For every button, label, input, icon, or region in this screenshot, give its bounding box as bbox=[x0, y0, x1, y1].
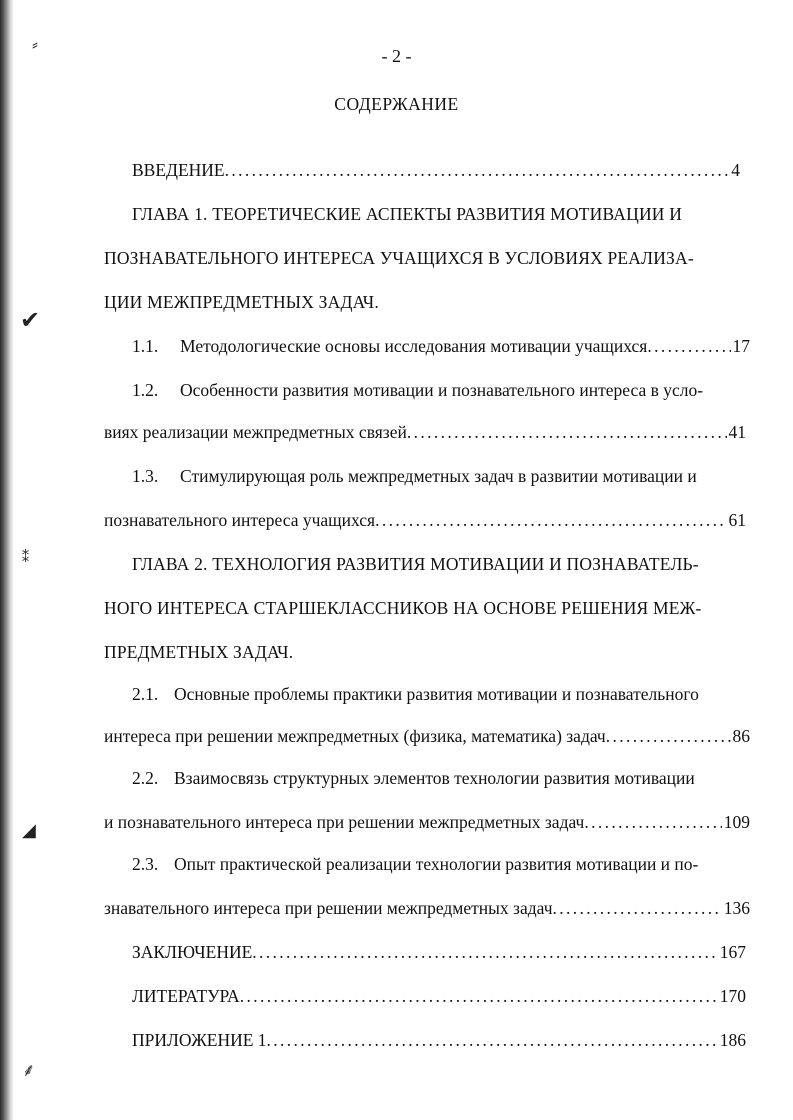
section-number: 1.2. bbox=[132, 380, 159, 400]
toc-entry-label: ПРИЛОЖЕНИЕ 1 bbox=[132, 1030, 267, 1050]
toc-entry-1-3-line-1[interactable] bbox=[132, 464, 697, 488]
page-title: СОДЕРЖАНИЕ bbox=[334, 94, 459, 114]
toc-page-number: 61 bbox=[728, 510, 746, 530]
toc-page-number: 109 bbox=[723, 812, 750, 832]
toc-entry-1-3-line-2[interactable] bbox=[104, 508, 746, 532]
section-title: Основные проблемы практики развития мотивации и познавательного bbox=[174, 684, 699, 704]
toc-entry-conclusion[interactable] bbox=[132, 940, 746, 964]
section-title: Опыт практической реализации технологии развития мотивации и по- bbox=[174, 854, 699, 874]
leader-dots bbox=[240, 984, 718, 1008]
section-title-continued: знавательного интереса при решении межпредметных задач bbox=[104, 898, 553, 918]
toc-entry-2-1-line-1[interactable] bbox=[132, 682, 699, 706]
toc-page-number: 41 bbox=[728, 422, 746, 442]
checkmark-icon: ✔ bbox=[20, 308, 41, 334]
leader-dots bbox=[375, 508, 726, 532]
toc-entry-label: ЛИТЕРАТУРА bbox=[132, 986, 240, 1006]
leader-dots bbox=[606, 724, 731, 748]
section-number: 2.3. bbox=[132, 854, 159, 874]
leader-dots bbox=[584, 810, 721, 834]
leader-dots bbox=[267, 1028, 718, 1052]
toc-entry-1-2-line-1[interactable] bbox=[132, 378, 703, 402]
leader-dots bbox=[407, 420, 727, 444]
toc-page-number: 170 bbox=[719, 986, 746, 1006]
toc-page-number: 4 bbox=[731, 160, 740, 180]
section-number: 2.2. bbox=[132, 768, 159, 788]
toc-page-number: 136 bbox=[723, 898, 750, 918]
toc-page-number: 86 bbox=[732, 726, 750, 746]
scan-mark: ◢ bbox=[22, 820, 36, 840]
toc-entry-literature[interactable] bbox=[132, 984, 746, 1008]
toc-entry-1-2-line-2[interactable] bbox=[104, 420, 746, 444]
toc-entry-2-3-line-1[interactable] bbox=[132, 852, 698, 876]
leader-dots bbox=[225, 158, 730, 182]
section-number: 1.1. bbox=[132, 336, 159, 356]
section-title-continued: и познавательного интереса при решении межпредметных задач bbox=[104, 812, 585, 832]
chapter-2-heading-line-1[interactable]: ГЛАВА 2. ТЕХНОЛОГИЯ РАЗВИТИЯ МОТИВАЦИИ И ПОЗНАВАТЕЛЬ- bbox=[132, 554, 699, 574]
toc-entry-label: ЗАКЛЮЧЕНИЕ bbox=[132, 942, 253, 962]
scan-mark: ⸙ bbox=[22, 1060, 36, 1080]
section-title: Стимулирующая роль межпредметных задач в развитии мотивации и bbox=[180, 466, 697, 486]
section-title-continued: виях реализации межпредметных связей bbox=[104, 422, 407, 442]
toc-entry-2-2-line-1[interactable] bbox=[132, 766, 695, 790]
toc-page-number: 186 bbox=[719, 1030, 746, 1050]
toc-page-number: 167 bbox=[719, 942, 746, 962]
leader-dots bbox=[553, 896, 722, 920]
toc-entry-intro[interactable] bbox=[132, 158, 740, 182]
toc-page-number: 17 bbox=[732, 336, 750, 356]
toc-entry-2-3-line-2[interactable] bbox=[104, 896, 750, 920]
section-number: 1.3. bbox=[132, 466, 159, 486]
chapter-1-heading-line-3[interactable]: ЦИИ МЕЖПРЕДМЕТНЫХ ЗАДАЧ. bbox=[104, 292, 379, 312]
leader-dots bbox=[647, 334, 730, 358]
scan-mark: ⸗ bbox=[32, 34, 38, 54]
section-title-continued: интереса при решении межпредметных (физика, математика) задач bbox=[104, 726, 606, 746]
chapter-2-heading-line-2[interactable]: НОГО ИНТЕРЕСА СТАРШЕКЛАССНИКОВ НА ОСНОВЕ РЕШЕНИЯ МЕЖ- bbox=[104, 598, 702, 618]
section-title: Особенности развития мотивации и познавательного интереса в усло- bbox=[180, 380, 704, 400]
section-number: 2.1. bbox=[132, 684, 159, 704]
chapter-2-heading-line-3[interactable]: ПРЕДМЕТНЫХ ЗАДАЧ. bbox=[104, 642, 294, 662]
section-title: Взаимосвязь структурных элементов технологии развития мотивации bbox=[174, 768, 695, 788]
toc-entry-appendix[interactable] bbox=[132, 1028, 746, 1052]
leader-dots bbox=[252, 940, 717, 964]
toc-entry-label: ВВЕДЕНИЕ bbox=[132, 160, 225, 180]
scan-binding-edge bbox=[0, 0, 14, 1120]
scan-mark: ⁑ bbox=[22, 551, 29, 566]
page-number: - 2 - bbox=[381, 46, 412, 66]
section-title: Методологические основы исследования мотивации учащихся bbox=[180, 336, 648, 356]
toc-entry-2-2-line-2[interactable] bbox=[104, 810, 750, 834]
toc-entry-2-1-line-2[interactable] bbox=[104, 724, 750, 748]
chapter-1-heading-line-1[interactable]: ГЛАВА 1. ТЕОРЕТИЧЕСКИЕ АСПЕКТЫ РАЗВИТИЯ МОТИВАЦИИ И bbox=[132, 204, 683, 224]
section-title-continued: познавательного интереса учащихся bbox=[104, 510, 376, 530]
toc-entry-1-1[interactable] bbox=[132, 334, 750, 358]
chapter-1-heading-line-2[interactable]: ПОЗНАВАТЕЛЬНОГО ИНТЕРЕСА УЧАЩИХСЯ В УСЛОВИЯХ РЕАЛИЗА- bbox=[104, 248, 694, 268]
